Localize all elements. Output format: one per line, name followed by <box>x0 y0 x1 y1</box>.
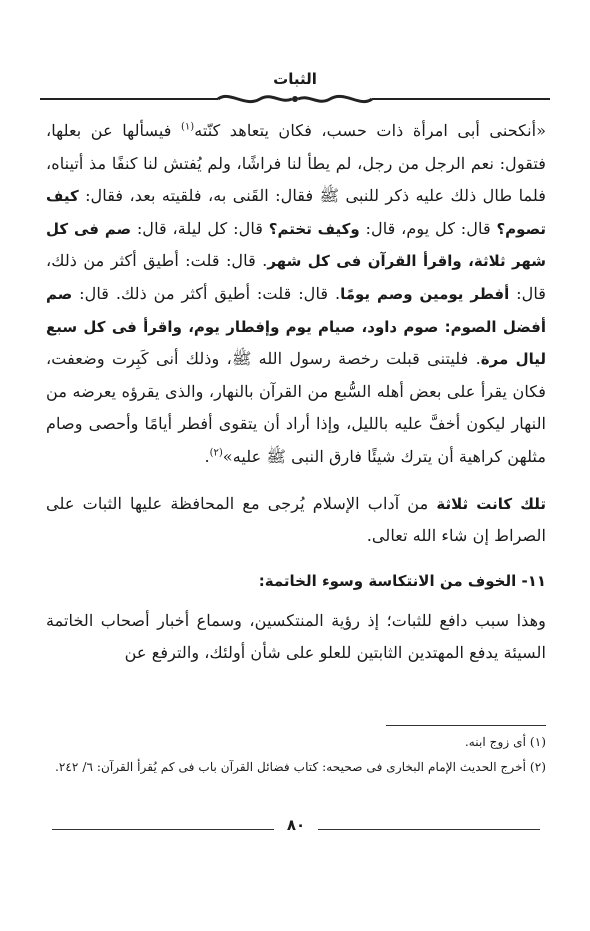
bold-run: أفطر يومين وصم يومًا <box>340 284 510 303</box>
bold-run: صم فى كل شهر ثلاثة، واقرأ القرآن فى كل شهر <box>46 219 547 271</box>
text-run: . <box>204 446 210 466</box>
bold-run: وكيف تختم؟ <box>268 219 360 238</box>
footnote-2: (٢) أخرج الحديث الإمام البخارى فى صحيحه: كتاب فضائل القرآن باب فى كم يُقرأ القرآن: ٦/ ٢٤٢. <box>54 760 546 774</box>
text-run: . قال: قلت: أطيق أكثر من ذلك، قال: <box>46 251 547 303</box>
footer-rule-right <box>318 829 540 830</box>
paragraph-section: وهذا سبب دافع للثبات؛ إذ رؤية المنتكسين، وسماع أخبار أصحاب الخاتمة السيئة يدفع المهتدين الثابتين للعلو على شأن أولئك، والترفع عن <box>46 610 546 663</box>
footnote-ref-1: (١) <box>181 121 195 133</box>
text-run: . فليتنى قبلت رخصة رسول الله ﷺ، وذلك أنى كَبِرت وضعفت، فكان يقرأ على بعض أهله السُّبع من القرآن بالنهار، والذى يقرؤه يعرضه من النهار ليكون أخفَّ عليه بالليل، وإذا أراد أن يتقوى أفطر أيامًا وأحصى وصام مثلهن كراهية أن يترك شيئًا فارق النبى ﷺ عليه» <box>46 349 546 466</box>
text-run: قال: كل ليلة، قال: <box>131 218 269 238</box>
paragraph-hadith <box>46 115 546 474</box>
page-number: ٨٠ <box>286 816 306 834</box>
footer-rule-left <box>52 829 274 830</box>
bold-run: تلك كانت ثلاثة <box>436 494 546 513</box>
bold-run: كيف تصوم؟ <box>46 187 546 238</box>
bold-run: صم أفضل الصوم: صوم داود، صيام يوم وإفطار يوم، واقرأ فى كل سبع ليال مرة <box>46 284 546 369</box>
footnote-separator <box>386 725 546 726</box>
text-run: قال: كل يوم، قال: <box>359 218 497 238</box>
paragraph-summary <box>46 488 546 553</box>
text-run: من آداب الإسلام يُرجى مع المحافظة عليها الثبات على الصراط إن شاء الله تعالى. <box>46 493 546 546</box>
text-run: «أنكحنى أبى امرأة ذات حسب، فكان يتعاهد كنّته <box>194 121 547 140</box>
section-heading: ١١- الخوف من الانتكاسة وسوء الخاتمة: <box>258 571 546 590</box>
text-run: فيسألها عن بعلها، فتقول: نعم الرجل من رجل، لم يطأ لنا فراشًا، ولم يُفتش لنا كنفًا مذ أتيناه، فلما طال ذلك عليه ذكر للنبى ﷺ فقال: القَنى به، فلقيته بعد، فقال: <box>46 121 546 206</box>
footnotes <box>46 730 546 780</box>
header-ornament <box>40 86 550 112</box>
footnote-ref-2: (٢) <box>209 447 223 459</box>
running-title: الثبات <box>273 70 317 88</box>
footnote-1: (١) أى زوج ابنه. <box>464 735 546 749</box>
main-text <box>46 115 546 670</box>
text-run: . قال: قلت: أطيق أكثر من ذلك. قال: <box>72 283 341 303</box>
